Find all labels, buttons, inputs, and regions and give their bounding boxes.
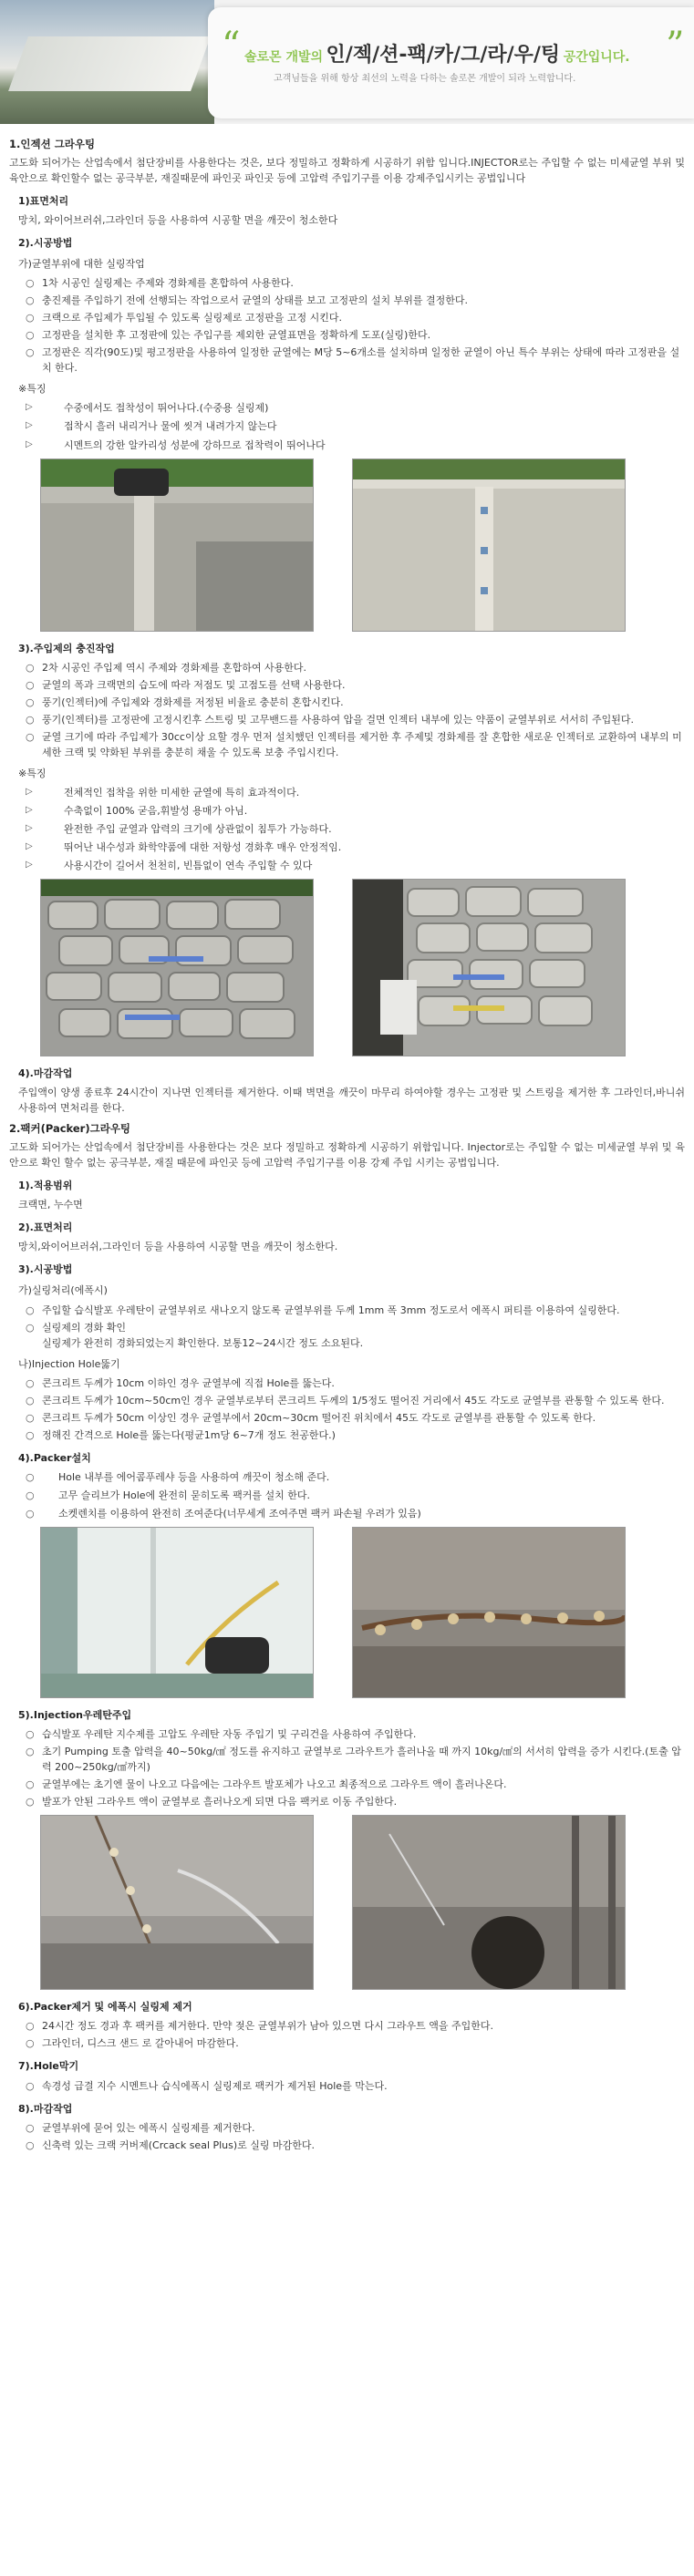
s2-finish-list (9, 2120, 685, 2153)
s2-surface-text: 망치,와이어브러쉬,그라인더 등을 사용하여 시공할 면을 깨끗이 청소한다. (18, 1241, 338, 1253)
content (0, 124, 694, 2153)
s1-method-list (9, 275, 685, 376)
s1-feature-list (9, 400, 685, 452)
s2-urethane-list (9, 1726, 685, 1809)
s1-method-title: 2).시공방법 (18, 237, 73, 249)
injection-photo-1 (40, 879, 314, 1056)
list-item: ○ 신축력 있는 크랙 커버제(Crcack seal Plus)로 실링 마감한다. (26, 2138, 685, 2153)
s2-photos-packer (40, 1527, 685, 1698)
list-item: ○ 풍기(인젝터)를 고정판에 고정시킨후 스트링 및 고무밴드를 사용하여 압을 걸면 인젝터 내부에 있는 약품이 균열부위로 서서히 주입된다. (26, 712, 685, 727)
slogan-company: 솔로몬 개발의 (244, 50, 324, 65)
s2-removal-list (9, 2018, 685, 2051)
list-item: ○ Hole 내부를 에어콤푸레샤 등을 사용하여 깨끗이 청소해 준다. (26, 1469, 685, 1485)
building-photo (0, 0, 214, 124)
list-item: ○ 1차 시공인 실링제는 주제와 경화제를 혼합하여 사용한다. (26, 275, 685, 291)
s2-photos-urethane (40, 1815, 685, 1990)
list-item: ▷ 수축없이 100% 굳음,휘발성 용매가 아님. (26, 803, 685, 819)
list-item: ○ 충진제를 주입하기 전에 선행되는 작업으로서 균열의 상태를 보고 고정판의 설치 부위를 결정한다. (26, 293, 685, 308)
list-item: ○ 풍기(인젝터)에 주입제와 경화제를 저정된 비율로 충분히 혼합시킨다. (26, 695, 685, 710)
s1-photos-injection (40, 879, 685, 1056)
close-quote-icon: ” (666, 25, 685, 67)
list-item: ○ 균열의 폭과 크랙면의 습도에 따라 저점도 및 고점도를 선택 사용한다. (26, 677, 685, 693)
list-item: ○ 균열부에는 초기엔 물이 나오고 다음에는 그라우트 발포체가 나오고 최종적으로 그라우트 액이 흘러나온다. (26, 1777, 685, 1792)
list-item: ○ 균열부위에 묻어 있는 에폭시 실링제를 제거한다. (26, 2120, 685, 2136)
list-item: ○ 그라인더, 디스크 샌드 로 갈아내어 마감한다. (26, 2035, 685, 2051)
s2-method-title: 3).시공방법 (18, 1263, 73, 1276)
sealing-photo-1 (40, 459, 314, 632)
list-item: ○ 발포가 안된 그라우트 액이 균열부로 흘러나오게 되면 다음 팩커로 이동 주입한다. (26, 1794, 685, 1809)
injection-photo-2 (352, 879, 626, 1056)
s2-method-sub-b: 나)Injection Hole뚫기 (18, 1357, 120, 1370)
s1-finish-text: 주입액이 양생 종료후 24시간이 지나면 인젝터를 제거한다. 이때 벽면을 깨끗이 마무리 하여야할 경우는 고정판 및 스트링을 제거한 후 그라인더,바니쉬 사용하여 면처리를 한다. (18, 1087, 685, 1115)
s1-feature2-list (9, 785, 685, 873)
list-item: ○ 24시간 정도 경과 후 팩커를 제거한다. 만약 젖은 균열부위가 남아 있으면 다시 그라우트 액을 주입한다. (26, 2018, 685, 2034)
list-item: ○ 속경성 급결 지수 시멘트나 습식에폭시 실링제로 팩커가 제거된 Hole를 막는다. (26, 2078, 685, 2094)
list-item: ○ 습식발포 우레탄 지수제를 고압도 우레탄 자동 주입기 및 구리건을 사용하여 주입한다. (26, 1726, 685, 1742)
s1-surface-title: 1)표면처리 (18, 194, 69, 207)
list-item: ○ 콘크리트 두께가 10cm 이하인 경우 균열부에 직접 Hole를 뚫는다. (26, 1376, 685, 1391)
slogan-title: 인/젝/션-팩/카/그/라/우/팅 (326, 44, 561, 67)
packer-photo-2 (352, 1527, 626, 1698)
s2-method-sub-a: 가)실링처리(에폭시) (18, 1284, 108, 1297)
s1-finish-title: 4).마감작업 (18, 1067, 73, 1080)
list-item: ○ 초기 Pumping 토출 압력을 40~50kg/㎠ 정도를 유지하고 균열부로 그라우트가 흘러나올 때 까지 10kg/㎠의 서서히 압력을 증가 시킨다.(토출 압력 200~250kg/㎠까지) (26, 1744, 685, 1775)
s1-feature2-title: ※특징 (18, 767, 47, 779)
s1-method-sub: 가)균열부위에 대한 실링작업 (18, 258, 145, 271)
section1-title: 1.인젝션 그라우팅 (9, 138, 96, 150)
s2-packer-list (9, 1469, 685, 1521)
s2-finish-title: 8).마감작업 (18, 2102, 73, 2115)
s2-method-list-b (9, 1376, 685, 1443)
slogan (244, 40, 630, 71)
section2-intro: 고도화 되어가는 산업속에서 첨단장비를 사용한다는 것은 보다 정밀하고 정확하게 시공하기 위함입니다. Injector로는 주입할 수 없는 미세균열 부위 및 육안으로 확인 할수 없는 공극부분, 재질 때문에 파인곳 등에 고압력 주입기구를 이용 강제 주입 시키는 공법입니다. (9, 1141, 685, 1170)
list-item: ○ 콘크리트 두께가 50cm 이상인 경우 균열부에서 20cm~30cm 떨어진 위치에서 45도 각도로 균열부를 관통할 수 있도록 한다. (26, 1410, 685, 1426)
s2-hole-title: 7).Hole막기 (18, 2060, 79, 2073)
s1-feature-title: ※특징 (18, 383, 47, 396)
section1-intro: 고도화 되어가는 산업속에서 첨단장비를 사용한다는 것은, 보다 정밀하고 정확하게 시공하기 위함 입니다.INJECTOR로는 주입할 수 없는 미세균열 부위 및 육안으로 확인할수 없는 공극부분, 재질때문에 파인곳 파인곳 등에 고압력 주입기구를 이용 강제주입시키는 공법입니다 (9, 156, 685, 184)
s2-surface-title: 2).표면처리 (18, 1221, 73, 1234)
list-item: ▷ 시멘트의 강한 알카리성 성분에 강하므로 접착력이 뛰어나다 (26, 438, 685, 453)
list-item: ○ 균열 크기에 따라 주입제가 30cc이상 요할 경우 먼저 설치했던 인젝터를 제거한 후 주제및 경화제를 잘 혼합한 새로운 인젝터로 교환하여 내부의 미세한 크랙 및 약화된 부위를 충분히 채울 수 있도록 보충 주입시킨다. (26, 729, 685, 760)
list-item: ○ 콘크리트 두께가 10cm~50cm인 경우 균열부로부터 콘크리트 두께의 1/5정도 떨어진 거리에서 45도 각도로 균열부를 관통할 수 있도록 한다. (26, 1393, 685, 1408)
s2-urethane-title: 5).Injection우레탄주입 (18, 1709, 132, 1722)
list-item: ○ 고정판은 직각(90도)및 평고정판을 사용하여 일정한 균열에는 M당 5~6개소를 설치하며 일정한 균열이 아닌 특수 부위는 상태에 따라 고정판을 설치 한다. (26, 345, 685, 376)
s2-packer-title: 4).Packer설치 (18, 1451, 91, 1464)
list-item: ○ 소켓렌치를 이용하여 완전히 조여준다(너무세게 조여주면 팩커 파손될 우려가 있음) (26, 1506, 685, 1521)
list-item: ○ 고정판을 설치한 후 고정판에 있는 주입구를 제외한 균열표면을 정확하게 도포(실링)한다. (26, 327, 685, 343)
s1-photos-sealing (40, 459, 685, 632)
list-item: ▷ 전체적인 접착을 위한 미세한 균열에 특히 효과적이다. (26, 785, 685, 800)
list-item: ▷ 접착시 흘러 내리거나 물에 씻겨 내려가지 않는다 (26, 418, 685, 434)
open-quote-icon: “ (222, 25, 241, 67)
section2-title: 2.팩커(Packer)그라우팅 (9, 1122, 131, 1136)
s1-injection-list (9, 660, 685, 760)
sealing-photo-2 (352, 459, 626, 632)
s2-method-list-a (9, 1303, 685, 1351)
header-banner (0, 0, 694, 124)
list-item: ○ 크랙으로 주입제가 투입될 수 있도록 실링제로 고정판을 고정 시킨다. (26, 310, 685, 325)
s1-injection-title: 3).주입제의 충진작업 (18, 642, 115, 654)
urethane-photo-1 (40, 1815, 314, 1990)
tagline: 고객님들을 위해 항상 최선의 노력을 다하는 솔로몬 개발이 되라 노력합니다. (274, 74, 576, 84)
list-item: ▷ 수중에서도 접착성이 뛰어나다.(수중용 실링제) (26, 400, 685, 416)
s1-surface-text: 망치, 와이어브러쉬,그라인더 등을 사용하여 시공할 면을 깨끗이 청소한다 (18, 213, 338, 226)
urethane-photo-2 (352, 1815, 626, 1990)
list-item: ○ 주입할 습식발포 우레탄이 균열부위로 새나오지 않도록 균열부위를 두께 1mm 폭 3mm 정도로서 에폭시 퍼티를 이용하여 실링한다. (26, 1303, 685, 1318)
list-item: ○ 2차 시공인 주입제 역시 주제와 경화제를 혼합하여 사용한다. (26, 660, 685, 675)
list-item: ▷ 사용시간이 길어서 천천히, 빈틈없이 연속 주입할 수 있다 (26, 858, 685, 873)
list-item: ▷ 완전한 주입 균열과 압력의 크기에 상관없이 침투가 가능하다. (26, 821, 685, 837)
list-item: ○ 고무 슬리브가 Hole에 완전히 묻히도록 팩커를 설치 한다. (26, 1488, 685, 1503)
slogan-end: 공간입니다. (563, 50, 630, 65)
s2-scope-title: 1).적용범위 (18, 1180, 73, 1192)
packer-photo-1 (40, 1527, 314, 1698)
list-item: ▷ 뛰어난 내수성과 화학약품에 대한 저항성 경화후 매우 안정적임. (26, 840, 685, 855)
s2-hole-list (9, 2078, 685, 2094)
s2-removal-title: 6).Packer제거 및 에폭시 실링제 제거 (18, 2001, 192, 2014)
list-item: ○ 정해진 간격으로 Hole를 뚫는다(평균1m당 6~7개 정도 천공한다.) (26, 1427, 685, 1443)
s2-scope-text: 크랙면, 누수면 (18, 1199, 83, 1211)
list-item: ○ 실링제의 경화 확인 실링제가 완전히 경화되었는지 확인한다. 보통12~24시간 정도 소요된다. (26, 1320, 685, 1351)
